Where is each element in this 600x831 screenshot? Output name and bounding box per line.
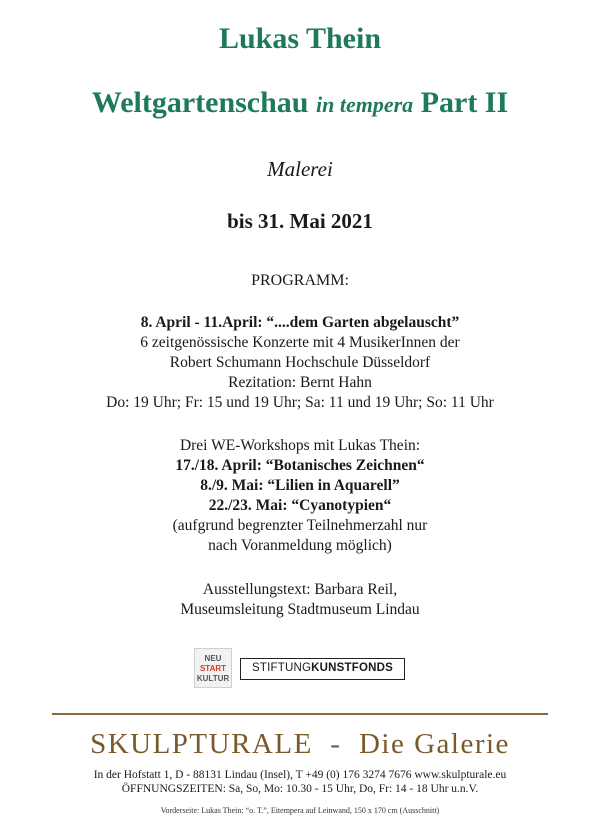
gallery-address: In der Hofstatt 1, D - 88131 Lindau (Insel), T +49 (0) 176 3274 7676 www.skulpturale.eu	[93, 769, 507, 781]
subtitle: Malerei	[267, 157, 333, 181]
logo-text-stiftung: STIFTUNG	[252, 662, 312, 674]
workshop-item: 22./23. Mai: “Cyanotypien“	[208, 497, 392, 514]
title-italic: in tempera	[316, 92, 414, 117]
artist-name: Lukas Thein	[218, 22, 382, 55]
neustart-kultur-logo	[194, 648, 232, 688]
logo-text-neu: NEU	[204, 654, 222, 663]
image-credit: Vorderseite: Lukas Thein: “o. T.”, Eitempera auf Leinwand, 150 x 170 cm (Ausschnitt)	[160, 806, 440, 815]
title-main: Weltgartenschau	[91, 86, 309, 119]
workshops-block	[0, 436, 600, 556]
logo-text-start: START	[199, 664, 227, 673]
stiftung-kunstfonds-logo	[240, 658, 405, 680]
text-credit-block	[0, 580, 600, 620]
workshop-note: (aufgrund begrenzter Teilnehmerzahl nur	[172, 517, 428, 534]
workshop-item: 17./18. April: “Botanisches Zeichnen“	[175, 457, 425, 474]
exhibition-title	[0, 86, 600, 120]
concerts-times: Do: 19 Uhr; Fr: 15 und 19 Uhr; Sa: 11 und 19 Uhr; So: 11 Uhr	[106, 394, 494, 411]
concerts-block	[0, 313, 600, 413]
text-credit-line: Museumsleitung Stadtmuseum Lindau	[180, 601, 420, 618]
logo-text-kunstfonds: KUNSTFONDS	[311, 662, 393, 674]
concerts-line: Rezitation: Bernt Hahn	[228, 374, 372, 391]
footer-divider	[52, 713, 548, 715]
workshops-intro: Drei WE-Workshops mit Lukas Thein:	[179, 437, 421, 454]
text-credit-line: Ausstellungstext: Barbara Reil,	[202, 581, 398, 598]
workshop-item: 8./9. Mai: “Lilien in Aquarell”	[200, 477, 400, 494]
exhibition-date: bis 31. Mai 2021	[227, 209, 373, 233]
program-heading: PROGRAMM:	[251, 272, 349, 289]
gallery-contact	[0, 768, 600, 796]
opening-hours: ÖFFNUNGSZEITEN: Sa, So, Mo: 10.30 - 15 Uhr, Do, Fr: 14 - 18 Uhr u.n.V.	[121, 783, 479, 795]
logo-text-kultur: KULTUR	[196, 674, 230, 683]
gallery-name: SKULPTURALE - Die Galerie	[90, 728, 510, 760]
title-part: Part II	[420, 86, 509, 119]
concerts-line: 6 zeitgenössische Konzerte mit 4 MusikerInnen der	[140, 334, 460, 351]
concerts-title: 8. April - 11.April: “....dem Garten abgelauscht”	[140, 314, 460, 331]
workshop-note: nach Voranmeldung möglich)	[208, 537, 392, 554]
concerts-line: Robert Schumann Hochschule Düsseldorf	[169, 354, 431, 371]
